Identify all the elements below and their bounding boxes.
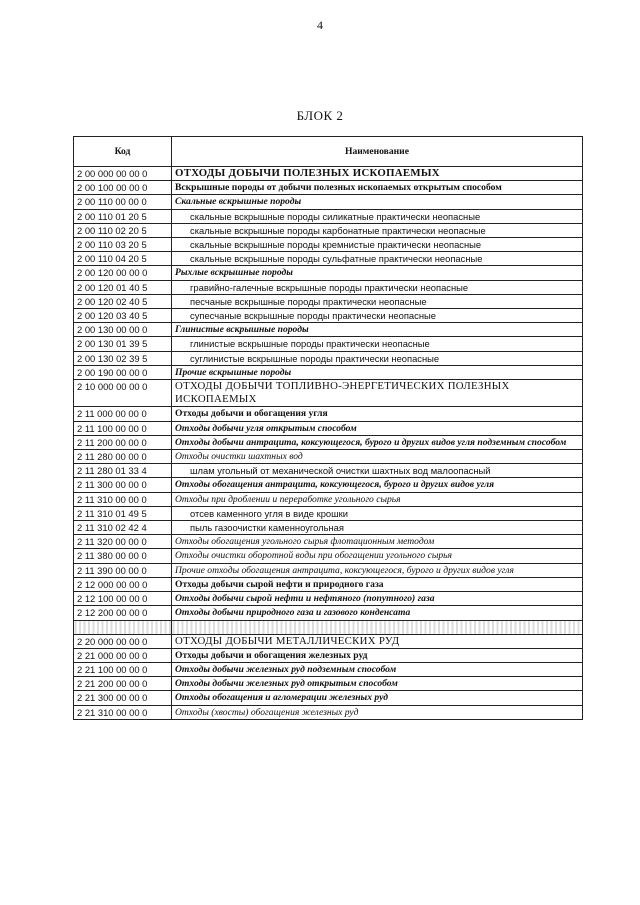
table-row [74, 294, 583, 308]
table-row [74, 478, 583, 492]
table-row [74, 464, 583, 478]
waste-code: 2 12 000 00 00 0 [74, 577, 172, 591]
waste-name: суглинистые вскрышные породы практически неопасные [172, 351, 583, 365]
waste-name [172, 620, 583, 634]
waste-code: 2 21 100 00 00 0 [74, 662, 172, 676]
waste-code: 2 11 390 00 00 0 [74, 563, 172, 577]
table-row [74, 648, 583, 662]
waste-name: Отходы очистки оборотной воды при обогащении угольного сырья [172, 549, 583, 563]
waste-code: 2 10 000 00 00 0 [74, 380, 172, 407]
scan-artifact-row [74, 620, 583, 634]
waste-name: Глинистые вскрышные породы [172, 323, 583, 337]
table-row [74, 506, 583, 520]
waste-name: Отходы добычи природного газа и газового конденсата [172, 606, 583, 620]
table-row [74, 238, 583, 252]
table-row [74, 421, 583, 435]
waste-code: 2 11 300 00 00 0 [74, 478, 172, 492]
waste-code: 2 00 190 00 00 0 [74, 365, 172, 379]
table-row [74, 677, 583, 691]
waste-name: Отходы добычи и обогащения железных руд [172, 648, 583, 662]
waste-name: Отходы (хвосты) обогащения железных руд [172, 705, 583, 719]
table-row [74, 691, 583, 705]
waste-code: 2 11 380 00 00 0 [74, 549, 172, 563]
table-row [74, 577, 583, 591]
waste-code: 2 00 130 01 39 5 [74, 337, 172, 351]
waste-code: 2 11 200 00 00 0 [74, 435, 172, 449]
table-row [74, 521, 583, 535]
waste-code: 2 11 280 01 33 4 [74, 464, 172, 478]
waste-name: Отходы добычи и обогащения угля [172, 407, 583, 421]
table-row [74, 535, 583, 549]
table-row [74, 435, 583, 449]
waste-code: 2 00 130 00 00 0 [74, 323, 172, 337]
table-row [74, 337, 583, 351]
table-row [74, 309, 583, 323]
waste-name: Отходы обогащения и агломерации железных руд [172, 691, 583, 705]
waste-code: 2 12 100 00 00 0 [74, 592, 172, 606]
column-header-code: Код [74, 137, 172, 167]
table-row [74, 365, 583, 379]
page-number: 4 [317, 18, 323, 32]
waste-code: 2 00 110 03 20 5 [74, 238, 172, 252]
waste-name: Отходы добычи угля открытым способом [172, 421, 583, 435]
waste-name: ОТХОДЫ ДОБЫЧИ ТОПЛИВНО-ЭНЕРГЕТИЧЕСКИХ ПОЛЕЗНЫХ ИСКОПАЕМЫХ [172, 380, 583, 407]
waste-name: Отходы при дроблении и переработке угольного сырья [172, 492, 583, 506]
waste-code: 2 00 120 03 40 5 [74, 309, 172, 323]
table-row [74, 252, 583, 266]
table-row [74, 606, 583, 620]
waste-name: Отходы обогащения антрацита, коксующегося, бурого и других видов угля [172, 478, 583, 492]
waste-code: 2 00 110 00 00 0 [74, 195, 172, 209]
waste-code: 2 00 120 00 00 0 [74, 266, 172, 280]
table-row [74, 223, 583, 237]
table-row [74, 181, 583, 195]
waste-name: Отходы добычи сырой нефти и нефтяного (попутного) газа [172, 592, 583, 606]
waste-code: 2 11 100 00 00 0 [74, 421, 172, 435]
waste-name: Отходы добычи антрацита, коксующегося, бурого и других видов угля подземным способом [172, 435, 583, 449]
table-row [74, 563, 583, 577]
waste-name: Отходы добычи железных руд открытым способом [172, 677, 583, 691]
waste-code [74, 620, 172, 634]
waste-code: 2 00 110 04 20 5 [74, 252, 172, 266]
waste-code: 2 11 310 02 42 4 [74, 521, 172, 535]
waste-code: 2 11 280 00 00 0 [74, 450, 172, 464]
waste-name: отсев каменного угля в виде крошки [172, 506, 583, 520]
waste-name: скальные вскрышные породы сульфатные практически неопасные [172, 252, 583, 266]
table-row [74, 380, 583, 407]
waste-code: 2 21 000 00 00 0 [74, 648, 172, 662]
waste-code: 2 20 000 00 00 0 [74, 634, 172, 648]
waste-code: 2 12 200 00 00 0 [74, 606, 172, 620]
waste-name: Вскрышные породы от добычи полезных ископаемых открытым способом [172, 181, 583, 195]
waste-code: 2 11 310 00 00 0 [74, 492, 172, 506]
table-row [74, 266, 583, 280]
block-title: БЛОК 2 [296, 108, 344, 123]
table-row [74, 705, 583, 719]
waste-name: Отходы добычи железных руд подземным способом [172, 662, 583, 676]
waste-code: 2 11 310 01 49 5 [74, 506, 172, 520]
waste-code: 2 21 310 00 00 0 [74, 705, 172, 719]
table-body [74, 167, 583, 720]
table-row [74, 662, 583, 676]
waste-code: 2 11 000 00 00 0 [74, 407, 172, 421]
waste-code: 2 11 320 00 00 0 [74, 535, 172, 549]
table-row [74, 450, 583, 464]
waste-code: 2 21 200 00 00 0 [74, 677, 172, 691]
table-row [74, 407, 583, 421]
table-row [74, 280, 583, 294]
table-row [74, 323, 583, 337]
table-row [74, 209, 583, 223]
waste-name: шлам угольный от механической очистки шахтных вод малоопасный [172, 464, 583, 478]
waste-code: 2 00 120 02 40 5 [74, 294, 172, 308]
waste-name: супесчаные вскрышные породы практически неопасные [172, 309, 583, 323]
table-row [74, 351, 583, 365]
waste-name: Скальные вскрышные породы [172, 195, 583, 209]
waste-code: 2 00 110 01 20 5 [74, 209, 172, 223]
waste-name: Прочие отходы обогащения антрацита, коксующегося, бурого и других видов угля [172, 563, 583, 577]
waste-code: 2 00 110 02 20 5 [74, 223, 172, 237]
waste-name: Отходы добычи сырой нефти и природного газа [172, 577, 583, 591]
waste-name: глинистые вскрышные породы практически неопасные [172, 337, 583, 351]
waste-name: ОТХОДЫ ДОБЫЧИ ПОЛЕЗНЫХ ИСКОПАЕМЫХ [172, 167, 583, 181]
waste-name: Прочие вскрышные породы [172, 365, 583, 379]
waste-name: скальные вскрышные породы карбонатные практически неопасные [172, 223, 583, 237]
table-row [74, 592, 583, 606]
waste-name: песчаные вскрышные породы практически неопасные [172, 294, 583, 308]
waste-name: ОТХОДЫ ДОБЫЧИ МЕТАЛЛИЧЕСКИХ РУД [172, 634, 583, 648]
waste-name: гравийно-галечные вскрышные породы практически неопасные [172, 280, 583, 294]
waste-name: Рыхлые вскрышные породы [172, 266, 583, 280]
waste-name: Отходы обогащения угольного сырья флотационным методом [172, 535, 583, 549]
waste-name: скальные вскрышные породы кремнистые практически неопасные [172, 238, 583, 252]
table-row [74, 167, 583, 181]
column-header-name: Наименование [172, 137, 583, 167]
waste-name: пыль газоочистки каменноугольная [172, 521, 583, 535]
waste-code: 2 00 000 00 00 0 [74, 167, 172, 181]
table-row [74, 634, 583, 648]
waste-code-table [73, 136, 583, 720]
table-row [74, 549, 583, 563]
table-header-row [74, 137, 583, 167]
table-row [74, 195, 583, 209]
waste-code: 2 21 300 00 00 0 [74, 691, 172, 705]
waste-code: 2 00 120 01 40 5 [74, 280, 172, 294]
waste-code: 2 00 130 02 39 5 [74, 351, 172, 365]
waste-code: 2 00 100 00 00 0 [74, 181, 172, 195]
table-row [74, 492, 583, 506]
waste-name: Отходы очистки шахтных вод [172, 450, 583, 464]
waste-name: скальные вскрышные породы силикатные практически неопасные [172, 209, 583, 223]
